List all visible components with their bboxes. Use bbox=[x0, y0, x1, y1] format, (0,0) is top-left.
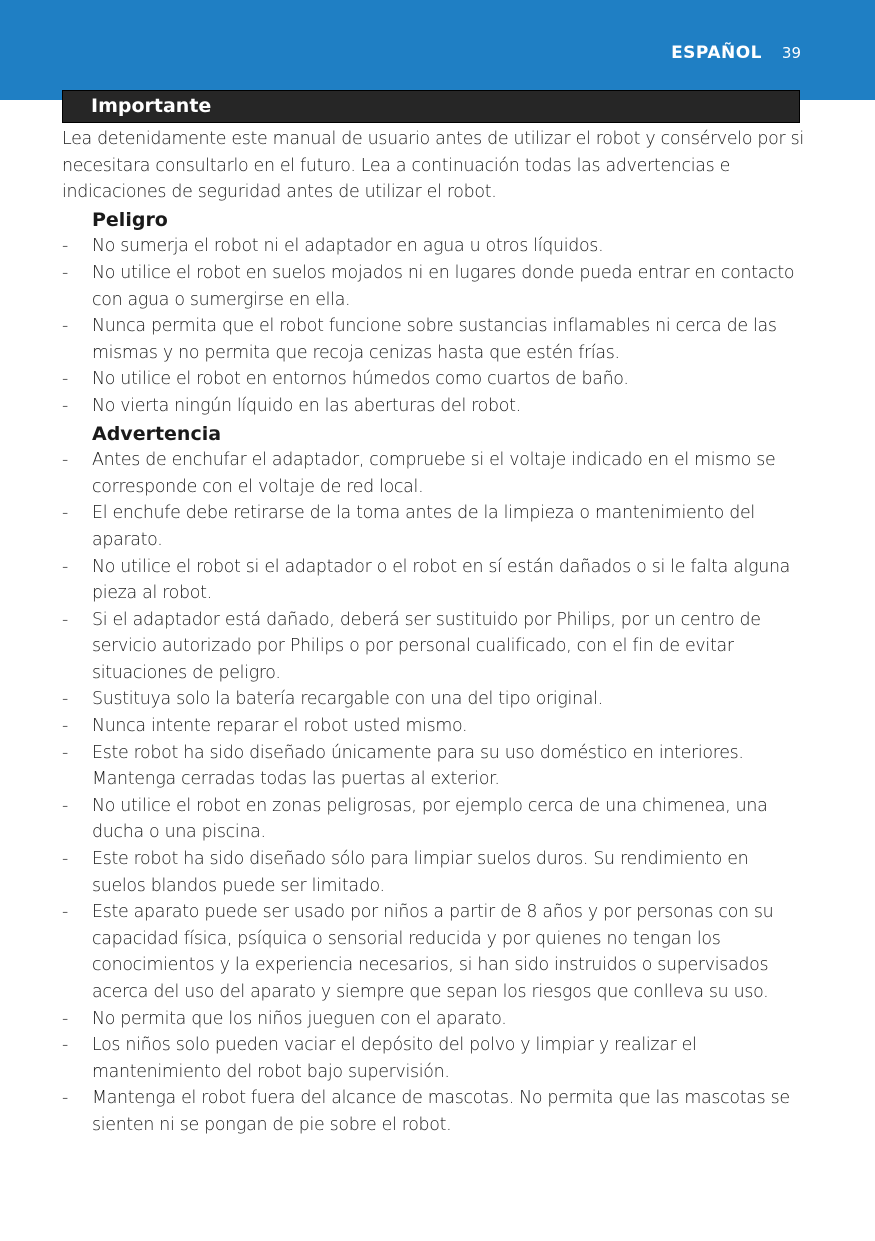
warning-heading: Advertencia bbox=[92, 422, 222, 445]
list-item: - Si el adaptador está dañado, deberá ser sustituido por Philips, por un centro de servicio autorizado por Philips o por personal cualificado, con el fin de evitar situaciones de peligro. bbox=[62, 607, 807, 687]
list-item: - Este robot ha sido diseñado únicamente para su uso doméstico en interiores. Mantenga cerradas todas las puertas al exterior. bbox=[62, 740, 807, 793]
list-item: - Nunca intente reparar el robot usted mismo. bbox=[62, 713, 807, 740]
intro-paragraph: Lea detenidamente este manual de usuario antes de utilizar el robot y consérvelo por si necesitara consultarlo en el futuro. Lea a continuación todas las advertencias e indicaciones de seguridad antes de utilizar el robot. bbox=[62, 129, 804, 203]
list-item: - Los niños solo pueden vaciar el depósito del polvo y limpiar y realizar el mantenimiento del robot bajo supervisión. bbox=[62, 1032, 807, 1085]
list-item: - No utilice el robot en entornos húmedos como cuartos de baño. bbox=[62, 366, 807, 393]
list-item: - No utilice el robot en zonas peligrosas, por ejemplo cerca de una chimenea, una ducha o una piscina. bbox=[62, 793, 807, 846]
page-number: 39 bbox=[781, 44, 801, 62]
list-item: - No permita que los niños jueguen con el aparato. bbox=[62, 1006, 807, 1033]
list-item: - Este aparato puede ser usado por niños a partir de 8 años y por personas con su capacidad física, psíquica o sensorial reducida y por quienes no tengan los conocimientos y la experiencia necesarios, si han sido instruidos o supervisados acerca del uso del aparato y siempre que sepan los riesgos que conlleva su uso. bbox=[62, 899, 807, 1005]
list-item: - Nunca permita que el robot funcione sobre sustancias inflamables ni cerca de las mismas y no permita que recoja cenizas hasta que estén frías. bbox=[62, 313, 807, 366]
list-item: - Mantenga el robot fuera del alcance de mascotas. No permita que las mascotas se sienten ni se pongan de pie sobre el robot. bbox=[62, 1085, 807, 1138]
warning-list bbox=[62, 447, 807, 1138]
danger-heading: Peligro bbox=[92, 208, 168, 231]
section-title-bar bbox=[62, 90, 800, 123]
list-item: - No utilice el robot en suelos mojados ni en lugares donde pueda entrar en contacto con agua o sumergirse en ella. bbox=[62, 260, 807, 313]
list-item: - No sumerja el robot ni el adaptador en agua u otros líquidos. bbox=[62, 233, 807, 260]
list-item: - Antes de enchufar el adaptador, compruebe si el voltaje indicado en el mismo se corresponde con el voltaje de red local. bbox=[62, 447, 807, 500]
danger-list bbox=[62, 233, 807, 419]
list-item: - No utilice el robot si el adaptador o el robot en sí están dañados o si le falta alguna pieza al robot. bbox=[62, 554, 807, 607]
list-item: - Sustituya solo la batería recargable con una del tipo original. bbox=[62, 686, 807, 713]
list-item: - El enchufe debe retirarse de la toma antes de la limpieza o mantenimiento del aparato. bbox=[62, 500, 807, 553]
document-body bbox=[62, 126, 807, 1139]
language-label: ESPAÑOL bbox=[671, 43, 762, 63]
list-item: - Este robot ha sido diseñado sólo para limpiar suelos duros. Su rendimiento en suelos blandos puede ser limitado. bbox=[62, 846, 807, 899]
section-title: Importante bbox=[91, 95, 212, 117]
header-bar bbox=[0, 0, 875, 100]
list-item: - No vierta ningún líquido en las aberturas del robot. bbox=[62, 393, 807, 420]
